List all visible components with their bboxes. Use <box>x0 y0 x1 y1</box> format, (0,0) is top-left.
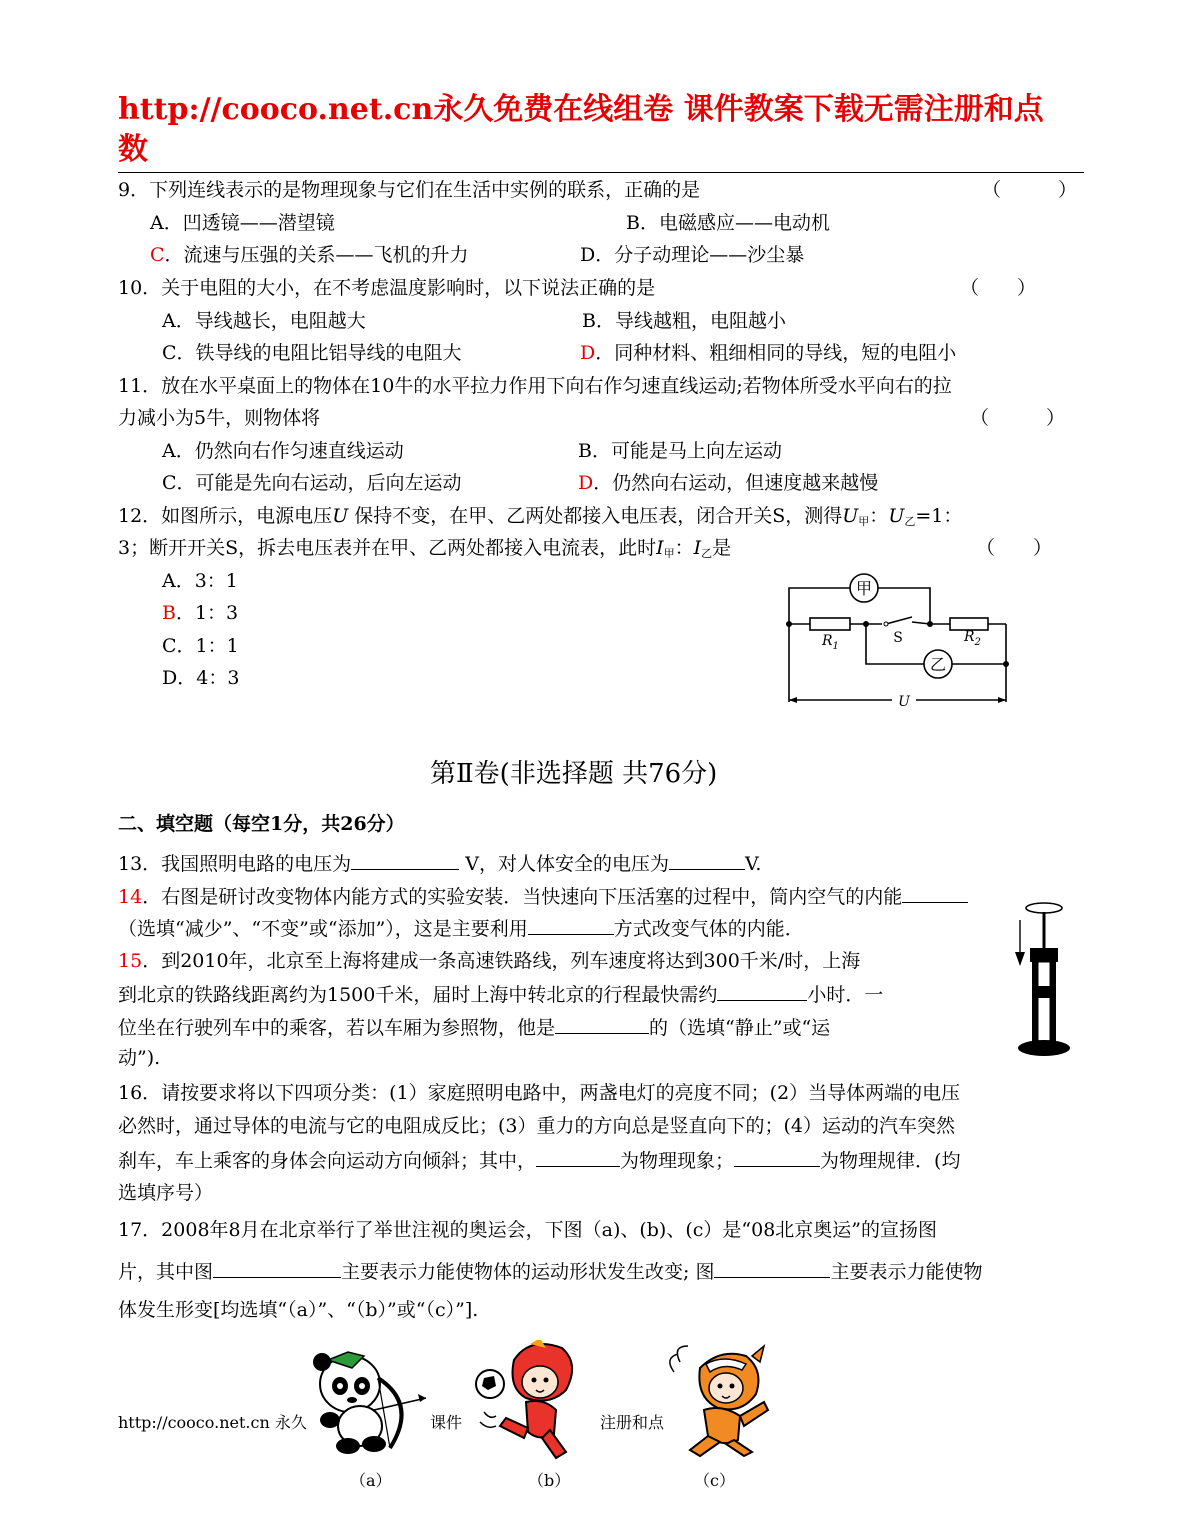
q12-stem-2-b: 是 <box>712 537 732 559</box>
q13-text-b: V，对人体安全的电压为 <box>465 853 669 875</box>
q11-paren: （ ） <box>970 407 1066 429</box>
q12-stem-1-b: 保持不变，在甲、乙两处都接入电压表，闭合开关S，测得 <box>354 505 843 527</box>
mascot-a-panda-archer-image <box>308 1348 432 1460</box>
caption-b: （b） <box>528 1471 571 1490</box>
q14-number: 14 <box>118 886 143 908</box>
q15-number: 15 <box>118 950 143 972</box>
footer-right: 注册和点 <box>600 1413 665 1432</box>
q16-line-1: 16．请按要求将以下四项分类：(1）家庭照明电路中，两盏电灯的亮度不同；(2）当导体两端的电压 <box>118 1082 961 1104</box>
q12-paren: （ ） <box>976 537 1053 559</box>
q14-line-2-a: （选填“减少”、“不变”或“添加”），这是主要利用 <box>118 918 528 940</box>
q9-option-a: A．凹透镜——潜望镜 <box>150 212 335 234</box>
q10-option-d <box>580 341 956 365</box>
q12-option-a: A．3：1 <box>162 570 238 592</box>
q17-line-1: 17．2008年8月在北京举行了举世注视的奥运会，下图（a)、(b)、(c）是“08北京奥运”的宣扬图 <box>118 1219 938 1241</box>
q12-i-jia-symbol: I <box>656 537 664 559</box>
q12-colon-2: ： <box>674 537 694 559</box>
q17-line-2-a: 片，其中图 <box>118 1261 214 1283</box>
u-label: U <box>898 694 910 710</box>
r1-label: $R_1$ <box>822 633 839 652</box>
q11-option-b: B．可能是马上向左运动 <box>578 440 782 462</box>
q12-option-c: C．1：1 <box>162 635 239 657</box>
q12-i-jia-sub: 甲 <box>663 547 675 560</box>
q11-option-d-text: ．仍然向右运动，但速度越来越慢 <box>593 472 879 494</box>
q15-line-2 <box>118 982 883 1007</box>
header-line-1: http://cooco.net.cn永久免费在线组卷 课件教案下载无需注册和点 <box>118 92 1044 127</box>
q15-line-2-b: 小时．一 <box>807 984 884 1006</box>
q15-line-1-text: ．到2010年，北京至上海将建成一条高速铁路线，列车速度将达到300千米/时，上海 <box>142 950 861 972</box>
q14-line-1-text: ．右图是研讨改变物体内能方式的实验安装．当快速向下压活塞的过程中，筒内空气的内能 <box>142 886 903 908</box>
q12-u-jia-symbol: U <box>842 505 859 527</box>
q10-option-a: A．导线越长，电阻越大 <box>162 310 366 332</box>
section-2-title: 第Ⅱ卷(非选择题 共76分) <box>430 759 718 789</box>
q16-line-3-a: 刹车，车上乘客的身体会向运动方向倾斜；其中， <box>118 1150 537 1172</box>
caption-a: （a） <box>350 1471 392 1490</box>
q15-line-1 <box>118 949 860 973</box>
q12-answer-letter: B <box>162 602 176 624</box>
q10-stem: 10．关于电阻的大小，在不考虑温度影响时，以下说法正确的是 <box>118 277 656 299</box>
q16-line-2: 必然时，通过导体的电流与它的电阻成反比；(3）重力的方向总是竖直向下的；(4）运动的汽车突然 <box>118 1115 956 1137</box>
q9-answer-letter: C <box>150 244 165 266</box>
q17-line-2-b: 主要表示力能使物体的运动形状发生改变; 图 <box>341 1261 715 1283</box>
meter-yi-label: 乙 <box>929 655 947 674</box>
q14-line-2-b: 方式改变气体的内能． <box>613 918 804 940</box>
q11-option-d <box>578 471 878 495</box>
q12-stem-1-c: =1： <box>915 505 963 527</box>
q10-answer-letter: D <box>580 342 596 364</box>
q11-option-a: A．仍然向右作匀速直线运动 <box>162 440 404 462</box>
q12-u-symbol: U <box>332 505 349 527</box>
q12-option-b <box>162 601 238 625</box>
q9-stem: 9．下列连线表示的是物理现象与它们在生活中实例的联系，正确的是 <box>118 179 701 201</box>
header-rule <box>118 172 1084 173</box>
q16-blank-1[interactable] <box>536 1148 620 1167</box>
q12-u-yi-sub: 乙 <box>904 515 916 528</box>
section-2-heading: 二、填空题（每空1分，共26分） <box>118 813 405 835</box>
r2-label: $R_2$ <box>964 629 981 648</box>
q13-text-c: V. <box>744 853 762 875</box>
q15-blank-1[interactable] <box>717 982 807 1001</box>
footer-left: http://cooco.net.cn 永久 <box>118 1413 307 1432</box>
q17-blank-2[interactable] <box>714 1259 830 1278</box>
q10-paren: （ ） <box>960 277 1037 299</box>
q16-line-3 <box>118 1148 960 1173</box>
q12-u-jia-sub: 甲 <box>858 515 870 528</box>
q12-circuit-diagram <box>780 568 1020 714</box>
q13 <box>118 851 761 876</box>
q17-line-3: 体发生形变[均选填“（a）”、“（b）”或“（c）”]. <box>118 1299 479 1321</box>
q13-blank-1[interactable] <box>351 851 459 870</box>
q17-line-2-c: 主要表示力能使物 <box>830 1261 983 1283</box>
q14-blank-1[interactable] <box>902 884 968 903</box>
q14-line-2 <box>118 916 804 941</box>
q13-blank-2[interactable] <box>669 851 745 870</box>
q9-option-d: D．分子动理论——沙尘暴 <box>580 244 805 266</box>
q16-line-3-c: 为物理规律．(均 <box>820 1150 961 1172</box>
caption-c: （c） <box>694 1471 735 1490</box>
q11-stem-1: 11．放在水平桌面上的物体在10牛的水平拉力作用下向右作匀速直线运动;若物体所受水平向右的拉 <box>118 375 952 397</box>
q9-option-c <box>150 243 469 267</box>
q15-line-4: 动”). <box>118 1047 161 1069</box>
r1-resistor <box>810 618 850 630</box>
q15-line-2-a: 到北京的铁路线距离约为1500千米，届时上海中转北京的行程最快需约 <box>118 984 718 1006</box>
q12-stem-1 <box>118 504 962 534</box>
mascot-b-fire-kicker-image <box>470 1340 590 1462</box>
q12-i-yi-sub: 乙 <box>701 547 713 560</box>
q14-blank-2[interactable] <box>528 916 614 935</box>
q15-line-3-a: 位坐在行驶列车中的乘客，若以车厢为参照物，他是 <box>118 1017 556 1039</box>
q12-i-yi-symbol: I <box>693 537 702 559</box>
q11-answer-letter: D <box>578 472 594 494</box>
q12-stem-2-a: 3；断开开关S，拆去电压表并在甲、乙两处都接入电流表，此时 <box>118 537 657 559</box>
q17-blank-1[interactable] <box>213 1259 341 1278</box>
q15-line-3-b: 的（选填“静止”或“运 <box>649 1017 831 1039</box>
q9-paren: （ ） <box>982 179 1078 201</box>
q16-line-3-b: 为物理现象； <box>620 1150 735 1172</box>
switch-label: S <box>893 630 903 646</box>
q13-text-a: 13．我国照明电路的电压为 <box>118 853 352 875</box>
q9-option-b: B．电磁感应——电动机 <box>626 212 830 234</box>
header-line-2: 数 <box>118 132 148 167</box>
q15-line-3 <box>118 1015 830 1040</box>
q10-option-c: C．铁导线的电阻比铝导线的电阻大 <box>162 342 462 364</box>
q12-stem-2 <box>118 536 731 566</box>
meter-jia-label: 甲 <box>855 579 873 598</box>
q11-stem-2: 力减小为5牛，则物体将 <box>118 407 321 429</box>
q12-option-b-text: ．1：3 <box>175 602 239 624</box>
q10-option-b: B．导线越粗，电阻越小 <box>582 310 786 332</box>
piston-apparatus-image <box>1006 890 1086 1060</box>
q10-option-d-text: ．同种材料、粗细相同的导线，短的电阻小 <box>595 342 957 364</box>
q9-option-c-text: ．流速与压强的关系——飞机的升力 <box>164 244 469 266</box>
mascot-c-antelope-image <box>660 1344 776 1458</box>
q14-line-1 <box>118 884 968 909</box>
q12-option-d: D．4：3 <box>162 667 240 689</box>
q11-option-c: C．可能是先向右运动，后向左运动 <box>162 472 462 494</box>
q12-stem-1-a: 12．如图所示，电源电压 <box>118 505 333 527</box>
footer-mid: 课件 <box>430 1413 463 1432</box>
q12-colon-1: ： <box>869 505 889 527</box>
q12-u-yi-symbol: U <box>888 505 905 527</box>
q16-line-4: 选填序号） <box>118 1182 214 1204</box>
q15-blank-2[interactable] <box>555 1015 649 1034</box>
q17-line-2 <box>118 1259 982 1284</box>
q16-blank-2[interactable] <box>734 1148 820 1167</box>
